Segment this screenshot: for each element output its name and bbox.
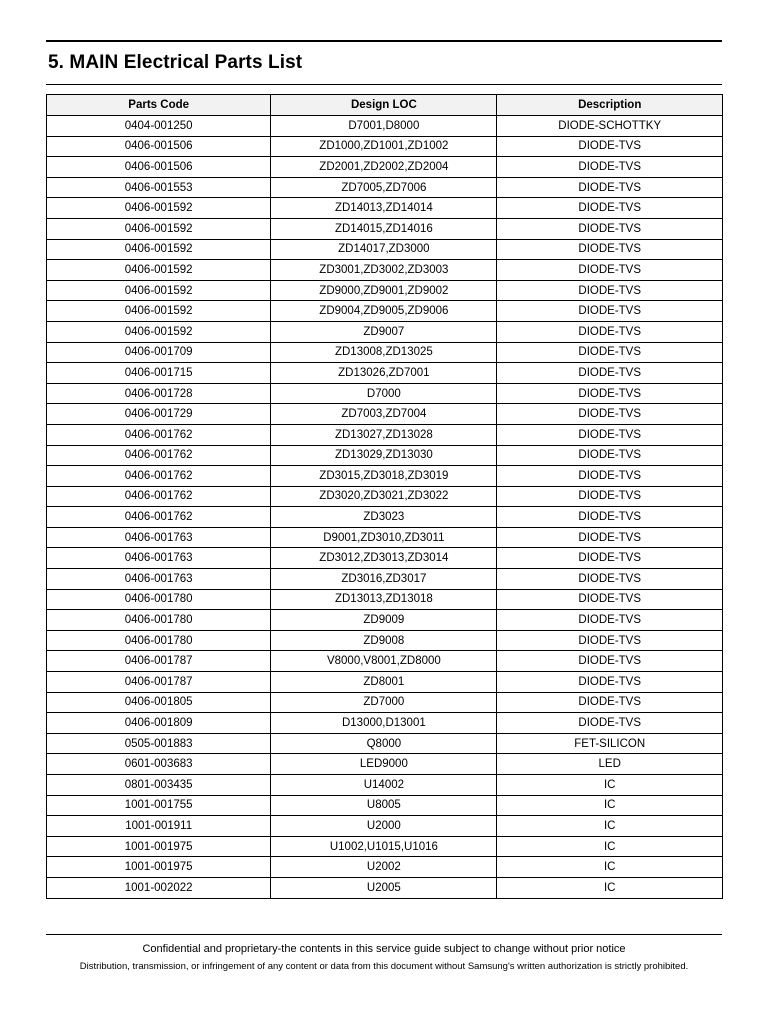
footer-confidential-notice: Confidential and proprietary-the contents in this service guide subject to change without prior notice bbox=[142, 943, 626, 955]
cell-description: DIODE-TVS bbox=[497, 301, 723, 322]
table-row bbox=[47, 177, 723, 198]
cell-description: DIODE-TVS bbox=[497, 342, 723, 363]
table-row bbox=[47, 610, 723, 631]
cell-parts-code: 0406-001715 bbox=[47, 363, 271, 384]
cell-parts-code: 0406-001729 bbox=[47, 404, 271, 425]
table-row bbox=[47, 424, 723, 445]
cell-parts-code: 0406-001592 bbox=[47, 218, 271, 239]
cell-description: DIODE-TVS bbox=[497, 218, 723, 239]
cell-design-loc: D13000,D13001 bbox=[271, 713, 497, 734]
cell-description: IC bbox=[497, 795, 723, 816]
cell-description: DIODE-TVS bbox=[497, 260, 723, 281]
footer-rule bbox=[46, 934, 722, 935]
cell-design-loc: U8005 bbox=[271, 795, 497, 816]
cell-description: DIODE-TVS bbox=[497, 589, 723, 610]
column-header-parts-code: Parts Code bbox=[47, 95, 271, 116]
cell-design-loc: Q8000 bbox=[271, 733, 497, 754]
parts-table-body bbox=[47, 116, 723, 899]
cell-description: DIODE-TVS bbox=[497, 486, 723, 507]
cell-description: DIODE-TVS bbox=[497, 527, 723, 548]
table-row bbox=[47, 342, 723, 363]
cell-parts-code: 0601-003683 bbox=[47, 754, 271, 775]
cell-parts-code: 0406-001709 bbox=[47, 342, 271, 363]
cell-description: DIODE-TVS bbox=[497, 466, 723, 487]
parts-table bbox=[46, 94, 723, 899]
cell-description: IC bbox=[497, 816, 723, 837]
cell-design-loc: ZD3020,ZD3021,ZD3022 bbox=[271, 486, 497, 507]
cell-description: IC bbox=[497, 775, 723, 796]
cell-design-loc: ZD7005,ZD7006 bbox=[271, 177, 497, 198]
cell-description: DIODE-TVS bbox=[497, 651, 723, 672]
cell-design-loc: ZD1000,ZD1001,ZD1002 bbox=[271, 136, 497, 157]
cell-design-loc: ZD8001 bbox=[271, 672, 497, 693]
cell-design-loc: U2002 bbox=[271, 857, 497, 878]
table-row bbox=[47, 507, 723, 528]
cell-parts-code: 0406-001763 bbox=[47, 569, 271, 590]
cell-parts-code: 0406-001506 bbox=[47, 136, 271, 157]
cell-design-loc: ZD2001,ZD2002,ZD2004 bbox=[271, 157, 497, 178]
cell-description: DIODE-TVS bbox=[497, 692, 723, 713]
table-row bbox=[47, 775, 723, 796]
table-row bbox=[47, 239, 723, 260]
table-row bbox=[47, 198, 723, 219]
table-row bbox=[47, 877, 723, 898]
cell-parts-code: 0406-001780 bbox=[47, 610, 271, 631]
cell-description: DIODE-TVS bbox=[497, 239, 723, 260]
cell-parts-code: 0406-001728 bbox=[47, 383, 271, 404]
table-row bbox=[47, 754, 723, 775]
table-row bbox=[47, 116, 723, 137]
table-row bbox=[47, 569, 723, 590]
cell-description: DIODE-TVS bbox=[497, 157, 723, 178]
cell-parts-code: 0406-001780 bbox=[47, 589, 271, 610]
cell-design-loc: ZD9007 bbox=[271, 321, 497, 342]
cell-description: DIODE-TVS bbox=[497, 198, 723, 219]
cell-description: DIODE-TVS bbox=[497, 280, 723, 301]
table-row bbox=[47, 157, 723, 178]
table-row bbox=[47, 672, 723, 693]
cell-parts-code: 1001-001975 bbox=[47, 836, 271, 857]
table-row bbox=[47, 260, 723, 281]
table-row bbox=[47, 301, 723, 322]
table-row bbox=[47, 466, 723, 487]
cell-description: LED bbox=[497, 754, 723, 775]
table-row bbox=[47, 589, 723, 610]
cell-description: DIODE-TVS bbox=[497, 321, 723, 342]
cell-design-loc: ZD9008 bbox=[271, 630, 497, 651]
cell-design-loc: U14002 bbox=[271, 775, 497, 796]
cell-description: IC bbox=[497, 877, 723, 898]
cell-design-loc: D7001,D8000 bbox=[271, 116, 497, 137]
table-row bbox=[47, 816, 723, 837]
cell-design-loc: ZD7000 bbox=[271, 692, 497, 713]
table-row bbox=[47, 218, 723, 239]
cell-design-loc: ZD9004,ZD9005,ZD9006 bbox=[271, 301, 497, 322]
table-row bbox=[47, 321, 723, 342]
cell-parts-code: 0406-001553 bbox=[47, 177, 271, 198]
cell-parts-code: 1001-002022 bbox=[47, 877, 271, 898]
cell-design-loc: ZD14015,ZD14016 bbox=[271, 218, 497, 239]
cell-parts-code: 0406-001762 bbox=[47, 445, 271, 466]
table-header-row bbox=[47, 95, 723, 116]
cell-description: DIODE-TVS bbox=[497, 445, 723, 466]
cell-design-loc: ZD3012,ZD3013,ZD3014 bbox=[271, 548, 497, 569]
cell-design-loc: ZD9000,ZD9001,ZD9002 bbox=[271, 280, 497, 301]
cell-design-loc: ZD13013,ZD13018 bbox=[271, 589, 497, 610]
cell-description: FET-SILICON bbox=[497, 733, 723, 754]
cell-parts-code: 0406-001809 bbox=[47, 713, 271, 734]
cell-parts-code: 0505-001883 bbox=[47, 733, 271, 754]
cell-design-loc: V8000,V8001,ZD8000 bbox=[271, 651, 497, 672]
cell-parts-code: 0406-001592 bbox=[47, 239, 271, 260]
cell-description: IC bbox=[497, 836, 723, 857]
table-row bbox=[47, 445, 723, 466]
cell-parts-code: 0406-001763 bbox=[47, 548, 271, 569]
cell-description: DIODE-TVS bbox=[497, 136, 723, 157]
table-row bbox=[47, 383, 723, 404]
cell-parts-code: 0801-003435 bbox=[47, 775, 271, 796]
table-row bbox=[47, 363, 723, 384]
cell-parts-code: 0406-001592 bbox=[47, 280, 271, 301]
cell-design-loc: ZD14017,ZD3000 bbox=[271, 239, 497, 260]
cell-parts-code: 1001-001975 bbox=[47, 857, 271, 878]
cell-parts-code: 0406-001506 bbox=[47, 157, 271, 178]
cell-design-loc: ZD3001,ZD3002,ZD3003 bbox=[271, 260, 497, 281]
cell-description: DIODE-TVS bbox=[497, 569, 723, 590]
cell-parts-code: 0404-001250 bbox=[47, 116, 271, 137]
cell-design-loc: D7000 bbox=[271, 383, 497, 404]
cell-parts-code: 0406-001762 bbox=[47, 424, 271, 445]
table-row bbox=[47, 651, 723, 672]
table-row bbox=[47, 713, 723, 734]
cell-description: DIODE-TVS bbox=[497, 383, 723, 404]
cell-description: DIODE-TVS bbox=[497, 404, 723, 425]
cell-parts-code: 1001-001755 bbox=[47, 795, 271, 816]
table-row bbox=[47, 692, 723, 713]
cell-parts-code: 1001-001911 bbox=[47, 816, 271, 837]
cell-design-loc: ZD14013,ZD14014 bbox=[271, 198, 497, 219]
cell-description: DIODE-TVS bbox=[497, 424, 723, 445]
cell-description: DIODE-TVS bbox=[497, 610, 723, 631]
cell-parts-code: 0406-001592 bbox=[47, 198, 271, 219]
cell-description: DIODE-TVS bbox=[497, 713, 723, 734]
cell-description: DIODE-TVS bbox=[497, 630, 723, 651]
cell-design-loc: ZD9009 bbox=[271, 610, 497, 631]
cell-parts-code: 0406-001592 bbox=[47, 260, 271, 281]
cell-design-loc: U2000 bbox=[271, 816, 497, 837]
cell-design-loc: LED9000 bbox=[271, 754, 497, 775]
table-row bbox=[47, 280, 723, 301]
top-rule bbox=[46, 40, 722, 42]
table-row bbox=[47, 795, 723, 816]
table-row bbox=[47, 486, 723, 507]
cell-parts-code: 0406-001592 bbox=[47, 301, 271, 322]
table-row bbox=[47, 857, 723, 878]
cell-design-loc: ZD13008,ZD13025 bbox=[271, 342, 497, 363]
cell-design-loc: U1002,U1015,U1016 bbox=[271, 836, 497, 857]
table-row bbox=[47, 733, 723, 754]
cell-design-loc: ZD13029,ZD13030 bbox=[271, 445, 497, 466]
table-row bbox=[47, 836, 723, 857]
cell-design-loc: ZD7003,ZD7004 bbox=[271, 404, 497, 425]
cell-parts-code: 0406-001787 bbox=[47, 672, 271, 693]
footer-distribution-notice: Distribution, transmission, or infringement of any content or data from this document without Samsung's written authorization is strictly prohibited. bbox=[79, 961, 689, 972]
cell-description: DIODE-TVS bbox=[497, 363, 723, 384]
cell-parts-code: 0406-001762 bbox=[47, 486, 271, 507]
table-row bbox=[47, 630, 723, 651]
cell-parts-code: 0406-001762 bbox=[47, 466, 271, 487]
cell-description: DIODE-SCHOTTKY bbox=[497, 116, 723, 137]
page-title: 5. MAIN Electrical Parts List bbox=[48, 52, 303, 73]
cell-design-loc: ZD3015,ZD3018,ZD3019 bbox=[271, 466, 497, 487]
column-header-design-loc: Design LOC bbox=[271, 95, 497, 116]
cell-description: DIODE-TVS bbox=[497, 177, 723, 198]
table-row bbox=[47, 548, 723, 569]
cell-parts-code: 0406-001787 bbox=[47, 651, 271, 672]
table-row bbox=[47, 136, 723, 157]
cell-description: DIODE-TVS bbox=[497, 507, 723, 528]
cell-parts-code: 0406-001592 bbox=[47, 321, 271, 342]
cell-description: DIODE-TVS bbox=[497, 672, 723, 693]
cell-parts-code: 0406-001763 bbox=[47, 527, 271, 548]
title-underline-rule bbox=[46, 84, 722, 85]
cell-description: DIODE-TVS bbox=[497, 548, 723, 569]
cell-design-loc: D9001,ZD3010,ZD3011 bbox=[271, 527, 497, 548]
cell-design-loc: ZD3016,ZD3017 bbox=[271, 569, 497, 590]
column-header-description: Description bbox=[497, 95, 723, 116]
table-row bbox=[47, 527, 723, 548]
cell-parts-code: 0406-001762 bbox=[47, 507, 271, 528]
cell-design-loc: ZD3023 bbox=[271, 507, 497, 528]
cell-parts-code: 0406-001805 bbox=[47, 692, 271, 713]
cell-design-loc: ZD13026,ZD7001 bbox=[271, 363, 497, 384]
table-row bbox=[47, 404, 723, 425]
cell-design-loc: ZD13027,ZD13028 bbox=[271, 424, 497, 445]
cell-parts-code: 0406-001780 bbox=[47, 630, 271, 651]
cell-design-loc: U2005 bbox=[271, 877, 497, 898]
cell-description: IC bbox=[497, 857, 723, 878]
